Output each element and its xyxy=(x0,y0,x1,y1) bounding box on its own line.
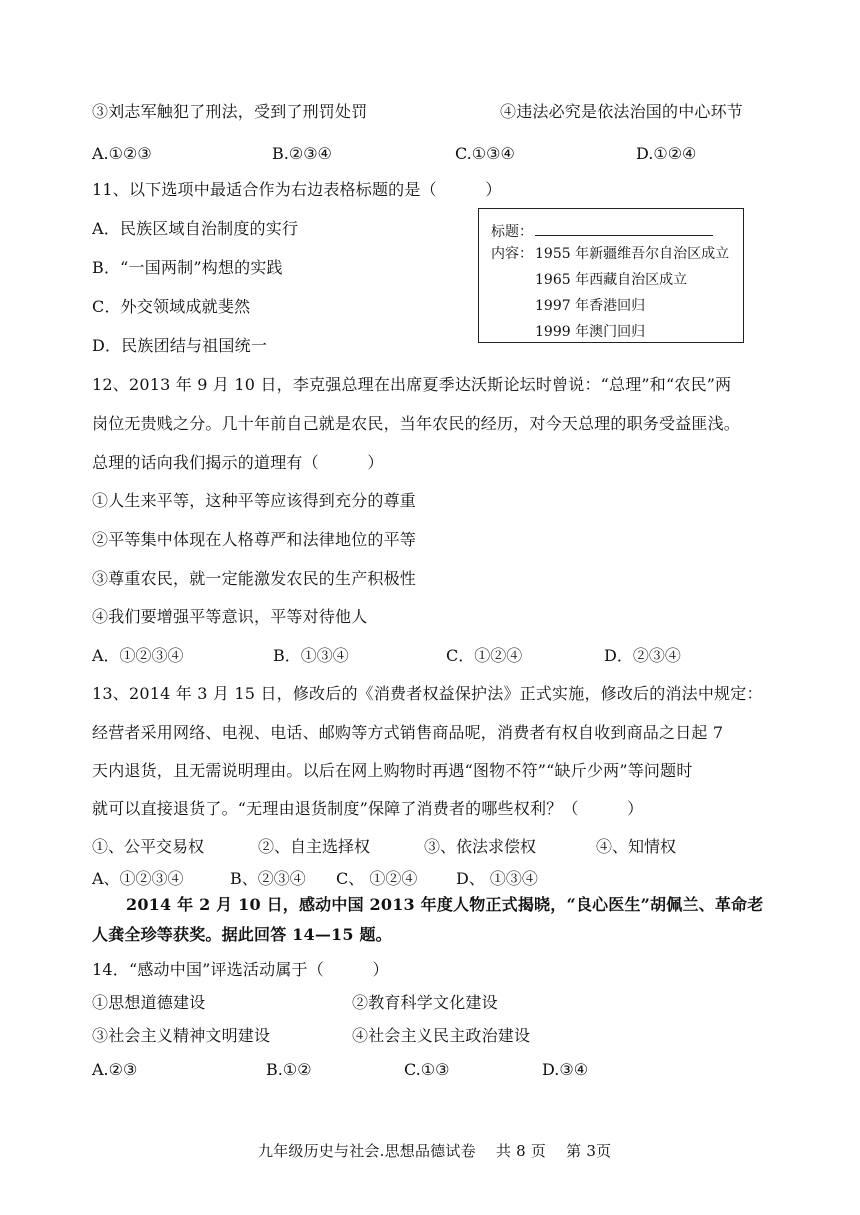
intro-line-2: 人龚全珍等获奖。据此回答 14—15 题。 xyxy=(92,925,392,944)
q10-option-d: D.①②④ xyxy=(636,144,697,163)
q10-item-3: ③刘志军触犯了刑法，受到了刑罚处罚 xyxy=(92,102,368,121)
q14-item-3: ③社会主义精神文明建设 xyxy=(92,1026,271,1045)
q12-item-4: ④我们要增强平等意识，平等对待他人 xyxy=(92,607,368,626)
q13-option-b: B、②③④ xyxy=(230,869,306,888)
box-item-4: 1999 年澳门回归 xyxy=(535,324,646,340)
q12-option-b: B．①③④ xyxy=(273,646,349,665)
q10-option-a: A.①②③ xyxy=(92,144,152,163)
box-title-label: 标题： xyxy=(491,224,533,240)
q13-option-c: C、 ①②④ xyxy=(336,869,418,888)
q11-stem: 11、以下选项中最适合作为右边表格标题的是（ ） xyxy=(92,180,502,199)
q10-option-c: C.①③④ xyxy=(455,144,515,163)
intro-line-1: 2014 年 2 月 10 日，感动中国 2013 年度人物正式揭晓，“良心医生”胡佩兰、革命老 xyxy=(126,895,764,914)
q14-option-d: D.③④ xyxy=(542,1060,589,1079)
q12-item-3: ③尊重农民，就一定能激发农民的生产积极性 xyxy=(92,569,417,588)
q11-option-a: A．民族区域自治制度的实行 xyxy=(92,219,299,238)
q11-table-box xyxy=(478,208,744,343)
box-title-row xyxy=(491,221,713,241)
q13-item-3: ③、依法求偿权 xyxy=(424,837,537,856)
q14-item-1: ①思想道德建设 xyxy=(92,993,206,1012)
q14-option-b: B.①② xyxy=(266,1060,312,1079)
q13-item-1: ①、公平交易权 xyxy=(92,837,205,856)
q14-item-2: ②教育科学文化建设 xyxy=(352,993,498,1012)
q13-line-2: 经营者采用网络、电视、电话、邮购等方式销售商品呢，消费者有权自收到商品之日起 7 xyxy=(92,723,724,742)
q12-option-d: D．②③④ xyxy=(604,646,681,665)
box-item-2: 1965 年西藏自治区成立 xyxy=(535,272,688,288)
q13-item-2: ②、自主选择权 xyxy=(258,837,371,856)
q11-option-b: B．“一国两制”构想的实践 xyxy=(92,258,283,277)
box-content-label: 内容： xyxy=(491,246,533,262)
q10-option-b: B.②③④ xyxy=(272,144,332,163)
q12-option-a: A．①②③④ xyxy=(92,646,184,665)
q12-line-1: 12、2013 年 9 月 10 日，李克强总理在出席夏季达沃斯论坛时曾说：“总理”和“农民”两 xyxy=(92,375,732,394)
q13-line-1: 13、2014 年 3 月 15 日，修改后的《消费者权益保护法》正式实施，修改后的消法中规定： xyxy=(92,684,763,703)
q12-item-1: ①人生来平等，这种平等应该得到充分的尊重 xyxy=(92,491,417,510)
q13-line-3: 天内退货，且无需说明理由。以后在网上购物时再遇“图物不符”“缺斤少两”等问题时 xyxy=(92,761,693,780)
q12-option-c: C．①②④ xyxy=(446,646,523,665)
box-item-1: 1955 年新疆维吾尔自治区成立 xyxy=(535,246,730,262)
q11-option-d: D．民族团结与祖国统一 xyxy=(92,336,268,355)
q11-option-c: C．外交领域成就斐然 xyxy=(92,297,251,316)
q10-item-4: ④违法必究是依法治国的中心环节 xyxy=(500,102,744,121)
q13-option-a: A、①②③④ xyxy=(92,869,184,888)
q14-option-c: C.①③ xyxy=(404,1060,450,1079)
q13-option-d: D、 ①③④ xyxy=(456,869,538,888)
q13-line-4: 就可以直接退货了。“无理由退货制度”保障了消费者的哪些权利？（ ） xyxy=(92,799,644,818)
page-footer: 九年级历史与社会.思想品德试卷 共 8 页 第 3页 xyxy=(258,1142,612,1160)
box-item-3: 1997 年香港回归 xyxy=(535,298,646,314)
title-blank-line xyxy=(535,221,713,236)
q12-line-2: 岗位无贵贱之分。几十年前自己就是农民，当年农民的经历，对今天总理的职务受益匪浅。 xyxy=(92,414,741,433)
q12-item-2: ②平等集中体现在人格尊严和法律地位的平等 xyxy=(92,530,417,549)
q14-stem: 14．“感动中国”评选活动属于（ ） xyxy=(92,960,389,979)
q13-item-4: ④、知情权 xyxy=(596,837,677,856)
q14-item-4: ④社会主义民主政治建设 xyxy=(352,1026,531,1045)
q12-line-3: 总理的话向我们揭示的道理有（ ） xyxy=(92,453,384,472)
q14-option-a: A.②③ xyxy=(92,1060,138,1079)
